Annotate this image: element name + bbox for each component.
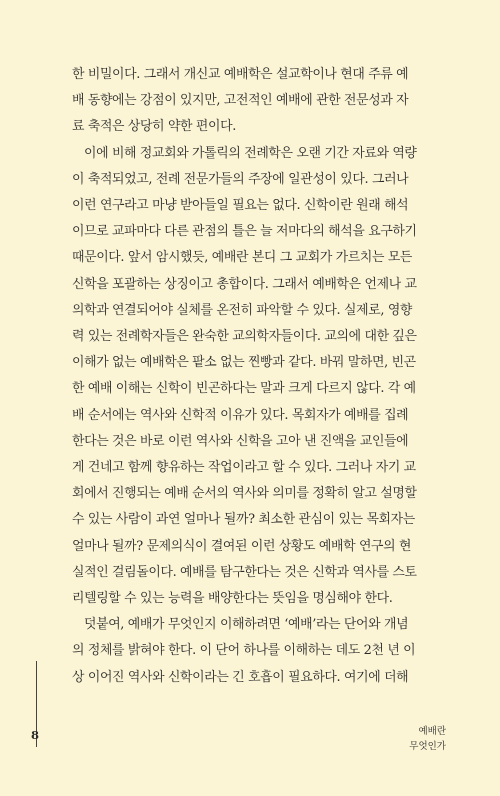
text-line: 력 있는 전례학자들은 완숙한 교의학자들이다. 교의에 대한 깊은 [72,329,417,345]
text-line: 배 순서에는 역사와 신학적 이유가 있다. 목회자가 예배를 집례 [72,407,409,423]
running-head-line: 예배란 [418,726,446,737]
text-line: 회에서 진행되는 예배 순서의 역사와 의미를 정확히 알고 설명할 [72,486,417,502]
text-line: 료 축적은 상당히 약한 편이다. [72,119,236,135]
text-line: 이므로 교파마다 다른 관점의 틀은 늘 저마다의 해석을 요구하기 [72,224,417,240]
text-line: 때문이다. 앞서 암시했듯, 예배란 본디 그 교회가 가르치는 모든 [72,250,413,266]
text-line: 얼마나 될까? 문제의식이 결여된 이런 상황도 예배학 연구의 현 [72,538,412,554]
text-line: 이런 연구라고 마냥 받아들일 필요는 없다. 신학이란 원래 해석 [72,198,409,214]
text-line: 리텔링할 수 있는 능력을 배양한다는 뜻임을 명심해야 한다. [72,591,393,607]
text-line: 한다는 것은 바로 이런 역사와 신학을 고아 낸 진액을 교인들에 [72,433,409,449]
text-line: 한 비밀이다. 그래서 개신교 예배학은 설교학이나 현대 주류 예 [72,67,409,82]
text-line: 이해가 없는 예배학은 팥소 없는 찐빵과 같다. 바꿔 말하면, 빈곤 [72,355,416,371]
text-line: 이 축적되었고, 전례 전문가들의 주장에 일관성이 있다. 그러나 [72,171,409,187]
text-line: 게 건네고 함께 향유하는 작업이라고 할 수 있다. 그러나 자기 교 [72,460,416,476]
running-head-line: 무엇인가 [409,741,446,752]
text-line: 의학과 연결되어야 실체를 온전히 파악할 수 있다. 실제로, 영향 [72,302,413,318]
paragraph [72,612,444,691]
text-line: 배 동향에는 강점이 있지만, 고전적인 예배에 관한 전문성과 자 [72,93,409,109]
text-line: 신학을 포괄하는 상징이고 총합이다. 그래서 예배학은 언제나 교 [72,276,417,292]
text-line: 한 예배 이해는 신학이 빈곤하다는 말과 크게 다르지 않다. 각 예 [72,381,416,397]
page-body [72,62,444,691]
text-line: 수 있는 사람이 과연 얼마나 될까? 최소한 관심이 있는 목회자는 [72,512,415,528]
text-line: 이에 비해 정교회와 가톨릭의 전례학은 오랜 기간 자료와 역량 [84,145,417,161]
paragraph [72,141,444,613]
text-line: 상 이어진 역사와 신학이라는 긴 호흡이 필요하다. 여기에 더해 [72,669,409,685]
text-line: 실적인 걸림돌이다. 예배를 탐구한다는 것은 신학과 역사를 스토 [72,564,417,580]
running-head [409,724,446,754]
text-line: 덧붙여, 예배가 무엇인지 이해하려면 ‘예배’라는 단어와 개념 [84,617,409,633]
paragraph [72,62,444,141]
text-line: 의 정체를 밝혀야 한다. 이 단어 하나를 이해하는 데도 2천 년 이 [72,643,416,659]
page-number: 8 [31,728,40,742]
